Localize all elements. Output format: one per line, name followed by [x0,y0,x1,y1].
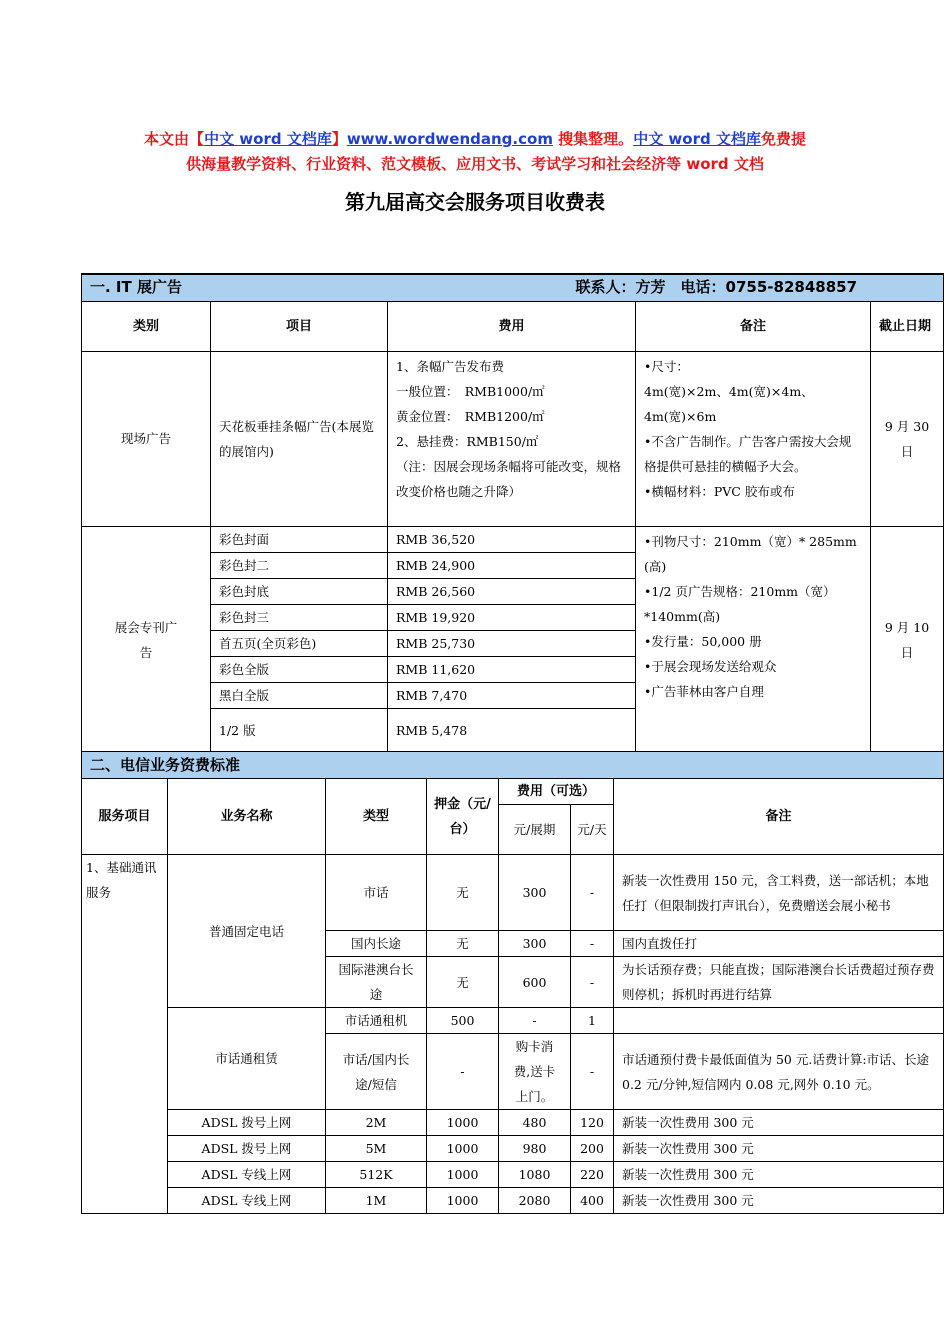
journal-item: 彩色全版 [211,656,388,682]
journal-fee: RMB 11,620 [388,656,636,682]
col-header-fee: 费用（可选） [499,779,614,805]
note-cell: 新装一次性费用 300 元 [614,1110,944,1136]
rental-name: 市话通租赁 [168,1008,326,1110]
journal-category [82,526,211,753]
type-cell: 市话 [326,855,427,931]
banner-fee-line: 1、条幅广告发布费 [396,358,504,374]
journal-fee: RMB 19,920 [388,604,636,630]
banner-fee-line: 一般位置： RMB1000/㎡ [396,383,545,399]
fee-period-cell: 480 [499,1110,571,1136]
fee-period-cell: - [499,1008,571,1034]
banner-deadline: 9 月 30 日 [871,351,944,526]
fixed-phone-name: 普通固定电话 [168,855,326,1008]
adsl-name: ADSL 拨号上网 [168,1136,326,1162]
journal-item: 首五页(全页彩色) [211,630,388,656]
col-header-type: 类型 [326,779,427,855]
journal-note-line: •发行量：50,000 册 [644,633,762,649]
contact-info: 联系人：方芳 电话：0755-82848857 [575,278,858,297]
col-header-notes: 备注 [614,779,944,855]
note-cell: 新装一次性费用 300 元 [614,1136,944,1162]
note-cell: 新装一次性费用 300 元 [614,1162,944,1188]
journal-item: 彩色封三 [211,604,388,630]
notice-text: 】 [331,130,347,148]
notice-text: 本文由【 [144,130,205,148]
fee-period-cell: 300 [499,931,571,957]
banner-notes [636,351,871,526]
banner-fee-note: （注：因展会现场条幅将可能改变，规格改变价格也随之升降） [396,458,622,499]
source-notice-line-2: 供海量教学资料、行业资料、范文模板、应用文书、考试学习和社会经济等 word 文档 [186,155,764,173]
fee-period-cell: 600 [499,957,571,1008]
fee-day-cell: 120 [571,1110,614,1136]
site-name-link[interactable]: 中文 word 文档库 [204,130,332,148]
note-cell [614,1008,944,1034]
notice-text: 搜集整理。 [552,130,634,148]
deposit-cell: 1000 [427,1136,499,1162]
banner-note-line: •不含广告制作。广告客户需按大会规格提供可悬挂的横幅予大会。 [644,433,852,474]
source-notice-line-1 [0,128,950,149]
journal-item: 彩色封面 [211,526,388,552]
col-header-fee-day: 元/天 [571,805,614,855]
journal-note-line: •于展会现场发送给观众 [644,658,777,674]
fee-period-cell: 980 [499,1136,571,1162]
deposit-cell: 1000 [427,1162,499,1188]
type-cell: 5M [326,1136,427,1162]
fee-day-cell: 200 [571,1136,614,1162]
fee-day-cell: - [571,1034,614,1110]
telecom-rate-table [81,751,944,1214]
journal-fee: RMB 7,470 [388,682,636,708]
col-header-fee-period: 元/展期 [499,805,571,855]
journal-item: 黑白全版 [211,682,388,708]
deposit-cell: 1000 [427,1188,499,1214]
type-cell: 1M [326,1188,427,1214]
col-header-notes: 备注 [636,301,871,351]
note-cell: 市话通预付费卡最低面值为 50 元.话费计算:市话、长途 0.2 元/分钟,短信网内 0.08 元,网外 0.10 元。 [614,1034,944,1110]
journal-item: 彩色封底 [211,578,388,604]
fee-period-cell: 300 [499,855,571,931]
site-name-link[interactable]: 中文 word 文档库 [633,130,761,148]
section-2-title: 二、电信业务资费标准 [90,755,241,774]
journal-category-label: 展会专刊广告 [114,619,178,660]
fee-period-cell: 2080 [499,1188,571,1214]
journal-note-line: •广告菲林由客户自理 [644,683,764,699]
section-2-header [82,752,944,779]
fee-day-cell: 220 [571,1162,614,1188]
deposit-cell: 500 [427,1008,499,1034]
fee-day-cell: - [571,855,614,931]
note-cell: 新装一次性费用 150 元，含工料费，送一部话机；本地任打（但限制拨打声讯台），免费赠送会展小秘书 [614,855,944,931]
type-cell: 2M [326,1110,427,1136]
banner-fees [388,351,636,526]
col-header-deposit: 押金（元/台） [427,779,499,855]
type-cell: 国际港澳台长途 [326,957,427,1008]
banner-note-line: •尺寸： [644,358,689,374]
type-cell: 市话通租机 [326,1008,427,1034]
section-1-header [82,274,944,301]
col-header-fee: 费用 [388,301,636,351]
journal-notes [636,526,871,753]
col-header-item: 项目 [211,301,388,351]
notice-text: 免费提 [760,130,806,148]
fee-day-cell: - [571,957,614,1008]
service-basic-comm: 1、基础通讯服务 [82,855,168,1214]
banner-fee-line: 2、悬挂费：RMB150/㎡ [396,433,539,449]
adsl-name: ADSL 专线上网 [168,1188,326,1214]
site-url-link[interactable]: www.wordwendang.com [346,130,553,148]
journal-fee: RMB 24,900 [388,552,636,578]
fee-period-cell: 购卡消费,送卡上门。 [499,1034,571,1110]
deposit-cell: 无 [427,855,499,931]
note-cell: 国内直拨任打 [614,931,944,957]
banner-category: 现场广告 [82,351,211,526]
col-header-name: 业务名称 [168,779,326,855]
col-header-service: 服务项目 [82,779,168,855]
fee-day-cell: 400 [571,1188,614,1214]
deposit-cell: - [427,1034,499,1110]
journal-fee: RMB 26,560 [388,578,636,604]
section-1-title: 一. IT 展广告 [90,278,182,297]
banner-item: 天花板垂挂条幅广告(本展览的展馆内) [211,351,388,526]
journal-note-line: •1/2 页广告规格：210mm（宽）*140mm(高) [644,583,836,624]
document-title: 第九届高交会服务项目收费表 [345,190,605,214]
type-cell: 512K [326,1162,427,1188]
note-cell: 为长话预存费；只能直拨；国际港澳台长话费超过预存费则停机；拆机时再进行结算 [614,957,944,1008]
deposit-cell: 无 [427,931,499,957]
journal-note-line: •刊物尺寸：210mm（宽）* 285mm (高) [644,533,857,574]
deposit-cell: 无 [427,957,499,1008]
it-ad-table [81,273,944,754]
banner-fee-line: 黄金位置： RMB1200/㎡ [396,408,545,424]
journal-fee: RMB 36,520 [388,526,636,552]
deposit-cell: 1000 [427,1110,499,1136]
journal-item: 1/2 版 [211,708,388,753]
note-cell: 新装一次性费用 300 元 [614,1188,944,1214]
adsl-name: ADSL 拨号上网 [168,1110,326,1136]
fee-day-cell: 1 [571,1008,614,1034]
journal-fee: RMB 25,730 [388,630,636,656]
col-header-deadline: 截止日期 [871,301,944,351]
adsl-name: ADSL 专线上网 [168,1162,326,1188]
fee-day-cell: - [571,931,614,957]
banner-note-line: 4m(宽)×2m、4m(宽)×4m、4m(宽)×6m [644,383,814,424]
type-cell: 市话/国内长途/短信 [326,1034,427,1110]
col-header-category: 类别 [82,301,211,351]
fee-period-cell: 1080 [499,1162,571,1188]
journal-deadline: 9 月 10 日 [871,526,944,753]
type-cell: 国内长途 [326,931,427,957]
journal-fee: RMB 5,478 [388,708,636,753]
journal-item: 彩色封二 [211,552,388,578]
banner-note-line: •横幅材料：PVC 胶布或布 [644,483,795,499]
